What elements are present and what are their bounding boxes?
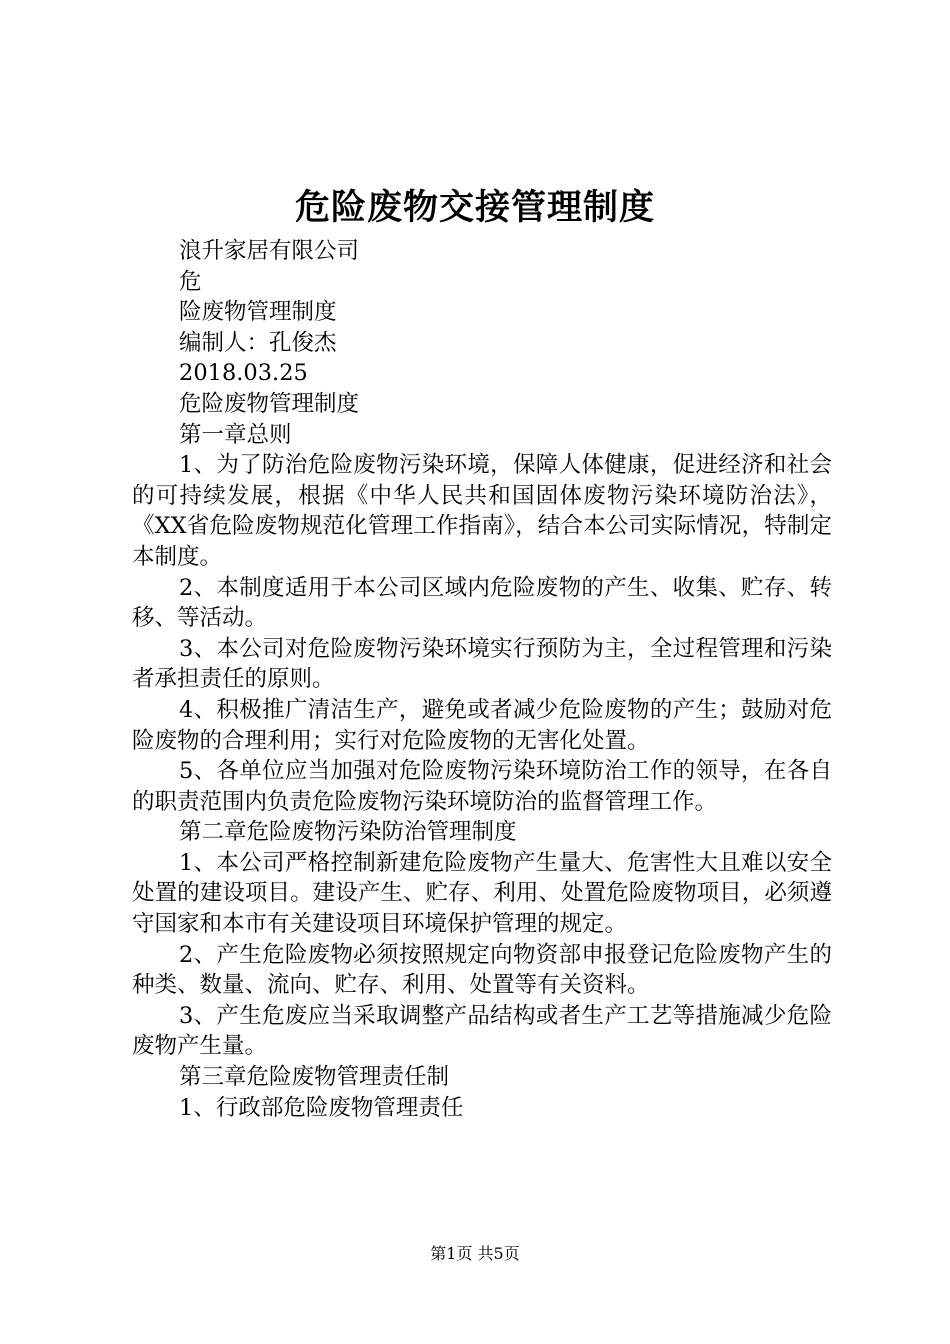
- chapter-2-paragraph: 1、本公司严格控制新建危险废物产生量大、危害性大且难以安全处置的建设项目。建设产生、贮存、利用、处置危险废物项目，必须遵守国家和本市有关建设项目环境保护管理的规定。: [132, 849, 832, 938]
- date-line: 2018.03.25: [179, 360, 308, 387]
- header-line-system-name: 险废物管理制度: [179, 299, 337, 326]
- company-name: 浪升家居有限公司: [179, 238, 360, 264]
- page-footer: 第1页 共5页: [430, 1244, 520, 1263]
- chapter-1-paragraph: 5、各单位应当加强对危险废物污染环境防治工作的领导，在各自的职责范围内负责危险废物污染环境防治的监督管理工作。: [132, 758, 832, 815]
- chapter-2-paragraph: 3、产生危废应当采取调整产品结构或者生产工艺等措施减少危险废物产生量。: [132, 1002, 832, 1060]
- document-title: 危险废物交接管理制度: [294, 187, 655, 228]
- chapter-1-heading: 第一章总则: [179, 421, 292, 448]
- chapter-3-heading: 第三章危险废物管理责任制: [179, 1064, 450, 1091]
- document-body: [132, 236, 832, 1123]
- header-line-fragment: 危: [179, 268, 202, 295]
- chapter-1-paragraph: 3、本公司对危险废物污染环境实行预防为主，全过程管理和污染者承担责任的原则。: [132, 635, 832, 693]
- subtitle-line: 危险废物管理制度: [179, 390, 360, 417]
- chapter-1-paragraph: 1、为了防治危险废物污染环境，保障人体健康，促进经济和社会的可持续发展，根据《中华人民共和国固体废物污染环境防治法》，《XX省危险废物规范化管理工作指南》，结合本公司实际情况，特制定本制度。: [132, 452, 832, 570]
- chapter-2-heading: 第二章危险废物污染防治管理制度: [179, 819, 517, 846]
- chapter-2-paragraph: 2、产生危险废物必须按照规定向物资部申报登记危险废物产生的种类、数量、流向、贮存、利用、处置等有关资料。: [132, 941, 832, 999]
- author-line: 编制人：孔俊杰: [179, 329, 337, 356]
- chapter-3-paragraph: 1、行政部危险废物管理责任: [179, 1094, 464, 1121]
- chapter-1-paragraph: 4、积极推广清洁生产，避免或者减少危险废物的产生；鼓励对危险废物的合理利用；实行对危险废物的无害化处置。: [132, 696, 832, 754]
- chapter-1-paragraph: 2、本制度适用于本公司区域内危险废物的产生、收集、贮存、转移、等活动。: [132, 574, 832, 632]
